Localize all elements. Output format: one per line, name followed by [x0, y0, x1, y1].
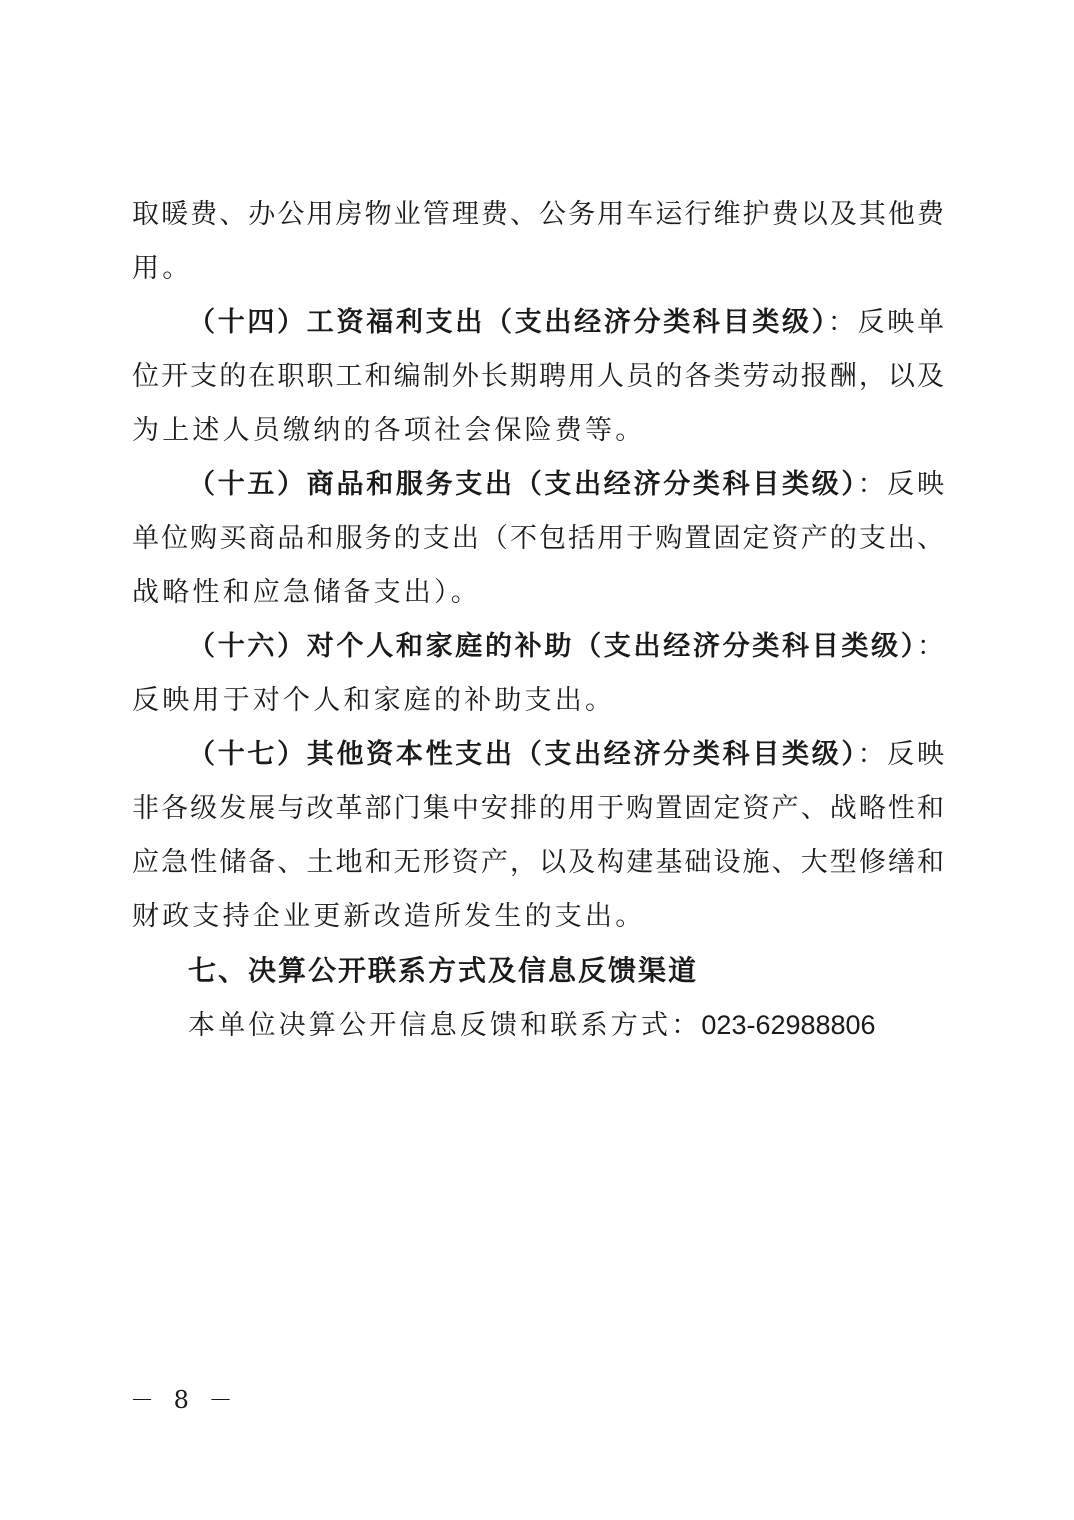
paragraph-line: 战略性和应急储备支出）。: [132, 577, 481, 608]
paragraph-line: 非各级发展与改革部门集中安排的用于购置固定资产、战略性和: [132, 793, 944, 824]
item-heading-15-rest: ：反映: [857, 469, 945, 500]
paragraph-line: 财政支持企业更新改造所发生的支出。: [132, 901, 646, 932]
item-heading-14: （十四）工资福利支出（支出经济分类科目类级）: [188, 307, 828, 338]
paragraph-line: 位开支的在职职工和编制外长期聘用人员的各类劳动报酬，以及: [132, 361, 944, 392]
item-heading-17: （十七）其他资本性支出（支出经济分类科目类级）: [188, 739, 858, 770]
paragraph-15-first-line: [132, 458, 944, 512]
item-heading-15: （十五）商品和服务支出（支出经济分类科目类级）: [188, 469, 858, 500]
paragraph-16-first-line: [132, 620, 944, 674]
page-number: － 8 －: [130, 1386, 239, 1414]
contact-line: [132, 998, 944, 1052]
paragraph-line: 用。: [132, 253, 193, 284]
paragraph-17-first-line: [132, 728, 944, 782]
paragraph-14-first-line: [132, 296, 944, 350]
section-7-heading: 七、决算公开联系方式及信息反馈渠道: [188, 954, 699, 987]
contact-label: 本单位决算公开信息反馈和联系方式：: [188, 1010, 702, 1041]
paragraph-line: 取暖费、办公用房物业管理费、公务用车运行维护费以及其他费: [132, 199, 944, 230]
document-body: [132, 188, 944, 1052]
contact-phone: 023-62988806: [701, 1010, 876, 1040]
paragraph-line: 反映用于对个人和家庭的补助支出。: [132, 685, 616, 716]
item-heading-14-rest: ：反映单: [827, 307, 945, 338]
item-heading-16-rest: ：: [917, 631, 944, 662]
item-heading-17-rest: ：反映: [857, 739, 945, 770]
paragraph-line: 为上述人员缴纳的各项社会保险费等。: [132, 415, 646, 446]
paragraph-line: 单位购买商品和服务的支出（不包括用于购置固定资产的支出、: [132, 523, 944, 554]
paragraph-line: 应急性储备、土地和无形资产，以及构建基础设施、大型修缮和: [132, 847, 944, 878]
item-heading-16: （十六）对个人和家庭的补助（支出经济分类科目类级）: [188, 631, 917, 662]
